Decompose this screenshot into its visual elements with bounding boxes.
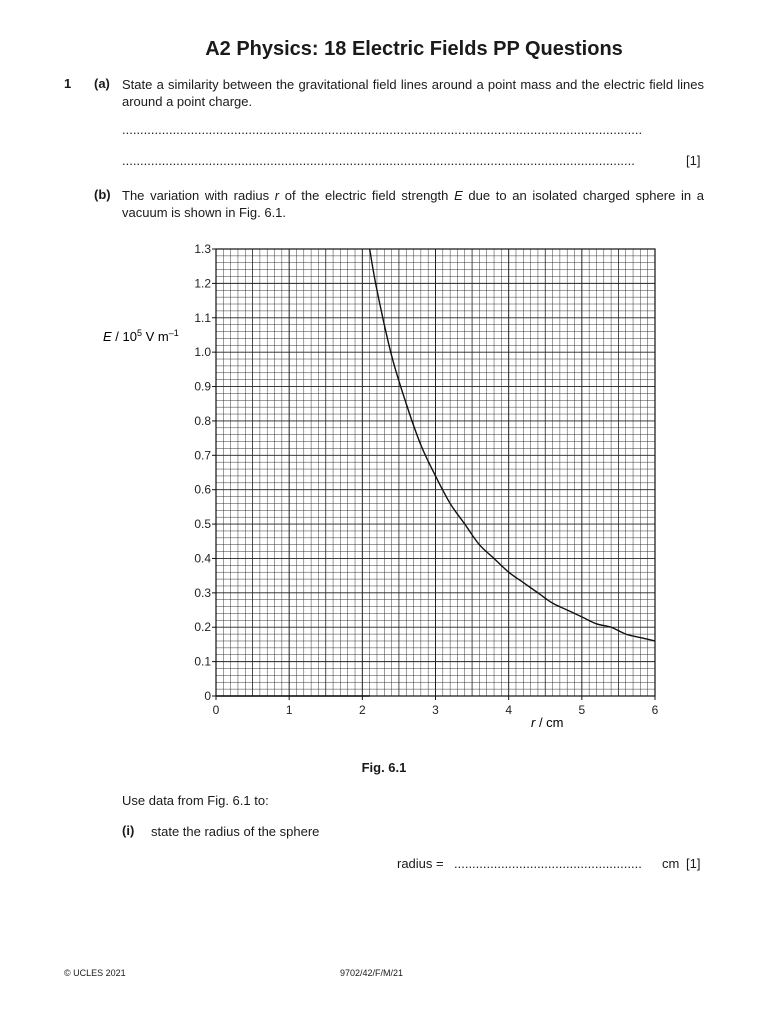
question-number: 1 [64,76,72,91]
y-tick-label: 0.7 [194,448,211,463]
page-title: A2 Physics: 18 Electric Fields PP Questions [205,38,623,60]
figure-caption: Fig. 6.1 [361,760,407,775]
chart-grid [216,249,655,696]
footer-copyright: © UCLES 2021 [64,968,126,978]
mark-allocation-a: [1] [686,153,701,168]
part-a-label: (a) [94,76,110,91]
y-tick-label: 1.1 [194,310,211,325]
y-axis-exponent: 5 [136,328,142,338]
y-tick-label: 0.6 [194,482,211,497]
r-symbol: r [274,188,280,203]
radius-answer-prefix: radius = [397,856,444,871]
y-tick-label: 0.2 [194,620,211,635]
y-axis-exponent: –1 [168,328,179,338]
y-tick-label: 0.1 [194,654,211,669]
footer-paper-code: 9702/42/F/M/21 [340,968,404,978]
part-b-i-question: state the radius of the sphere [151,824,320,839]
x-tick-label: 6 [651,703,659,717]
x-tick-label: 3 [432,703,439,717]
y-tick-label: 1.3 [194,242,211,256]
y-tick-label: 0.3 [194,585,211,600]
series-line [370,249,655,641]
y-axis-unit: V m [141,329,169,344]
x-tick-label: 4 [505,703,513,717]
y-tick-label: 1.0 [194,345,211,360]
part-a-question: State a similarity between the gravitational field lines around a point mass and the electric field lines around a point charge. [122,77,704,109]
text-segment: of the electric field strength [279,188,455,203]
y-tick-label: 0.8 [194,413,211,428]
y-tick-label: 0.4 [194,551,211,566]
y-axis-unit: / 10 [111,329,137,344]
radius-unit: cm [662,856,680,871]
y-axis-symbol: E [103,329,112,344]
y-tick-label: 0 [204,689,211,703]
x-tick-label: 2 [358,703,366,717]
instruction-text: Use data from Fig. 6.1 to: [122,793,269,808]
x-axis-unit: / cm [535,715,564,730]
x-axis-label [531,715,564,730]
text-segment: due to an isolated charged sphere in a vacuum is shown in Fig. 6.1. [122,188,704,220]
radius-answer-field[interactable]: .................................................... [454,856,642,871]
y-tick-label: 1.2 [194,276,211,291]
part-b-label: (b) [94,187,111,202]
x-axis-symbol: r [531,715,536,730]
y-tick-label: 0.5 [194,517,211,532]
y-tick-label: 0.9 [194,379,211,394]
part-b-i-label: (i) [122,823,135,838]
e-symbol: E [454,188,463,203]
answer-line-2[interactable]: .............................................................................................................................................. [122,153,635,168]
mark-allocation-b-i: [1] [686,856,701,871]
x-tick-label: 5 [578,703,586,717]
x-tick-label: 1 [285,703,293,717]
y-axis-label [103,328,179,344]
x-tick-label: 0 [212,703,220,717]
answer-line-1[interactable]: ................................................................................................................................................ [122,122,643,137]
text-segment: The variation with radius [122,188,275,203]
